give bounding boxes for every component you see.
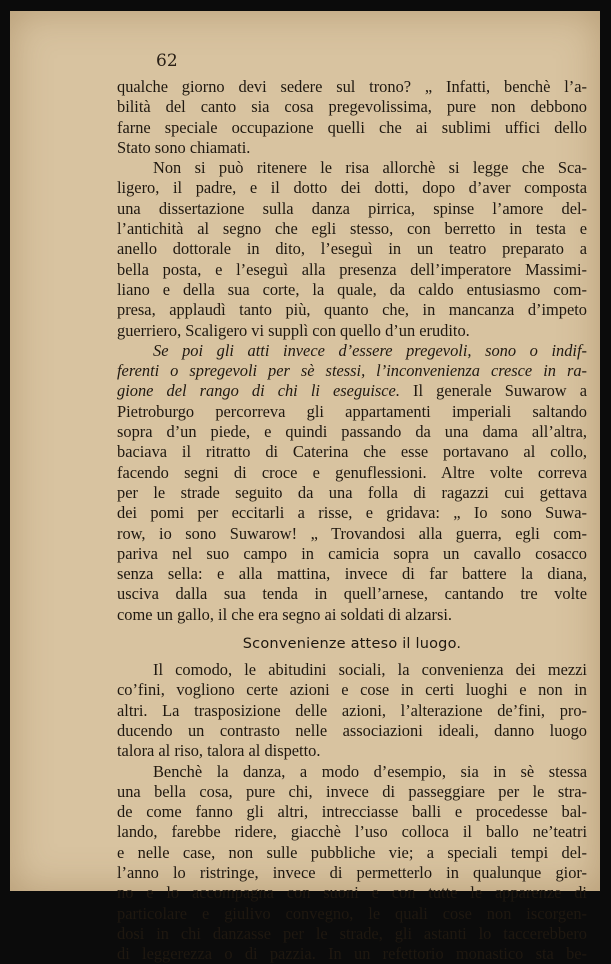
text-line: liano e della sua corte, la quale, da caldo entusiasmo com- xyxy=(117,279,587,299)
text-line: talora al riso, talora al dispetto. xyxy=(117,741,321,761)
text-line: e nelle case, non sulle pubbliche vie; a speciali tempi del- xyxy=(117,842,587,862)
section-heading: Sconvenienze atteso il luogo. xyxy=(242,636,462,653)
text-line: Benchè la danza, a modo d’esempio, sia in sè stessa xyxy=(153,761,587,781)
text-line: una bella cosa, pure chi, invece di passeggiare per le stra- xyxy=(117,781,587,801)
text-line: de come fanno gli altri, intrecciasse balli e procedesse bal- xyxy=(117,802,587,822)
text-line: presa, applaudì tanto più, quanto che, in mancanza d’impeto xyxy=(117,300,587,320)
text-line: guerriero, Scaligero vi supplì con quello d’un erudito. xyxy=(117,320,470,340)
text-line: per le strade seguito da una folla di ragazzi cui gettava xyxy=(117,482,587,502)
text-line: senza sella: e alla mattina, invece di far battere la diana, xyxy=(117,564,587,584)
text-line: una dissertazione sulla danza pirrica, spinse l’amore del- xyxy=(117,198,587,218)
text-line: particolare e giulivo convegno, le quali cose non iscorgen- xyxy=(117,903,587,923)
body-text xyxy=(117,77,587,964)
text-line: pariva nel suo campo in camicia sopra un cavallo cosacco xyxy=(117,543,587,563)
text-line: come un gallo, il che era segno ai soldati di alzarsi. xyxy=(117,604,452,624)
text-line: l’anno lo ristringe, invece di permetterlo in qualunque gior- xyxy=(117,862,587,882)
text-line: Non si può ritenere le risa allorchè si legge che Sca- xyxy=(153,158,587,178)
text-line: facendo segni di croce e genuflessioni. Altre volte correva xyxy=(117,462,587,482)
text-line: sopra d’un piede, e quindi passando da una dama all’altra, xyxy=(117,422,587,442)
paragraphs-before-heading xyxy=(117,77,587,625)
text-line: di leggerezza o di pazzia. In un refettorio monastico sta be- xyxy=(117,944,587,964)
text-line: dei pomi per eccitarli a risse, e gridava: „ Io sono Suwa- xyxy=(117,503,587,523)
text-line: altri. La trasposizione delle azioni, l’alterazione de’fini, pro- xyxy=(117,700,587,720)
text-line: ligero, il padre, e il dotto dei dotti, dopo d’aver composta xyxy=(117,178,587,198)
text-line: gione del rango di chi li eseguisce. Il generale Suwarow a xyxy=(117,381,588,401)
text-line: bella posta, e l’eseguì alla presenza dell’imperatore Massimi- xyxy=(117,259,587,279)
text-line: qualche giorno devi sedere sul trono? „ Infatti, benchè l’a- xyxy=(117,77,587,96)
text-line: farne speciale occupazione quelli che ai sublimi uffici dello xyxy=(117,117,587,137)
text-line: usciva dalla sua tenda in quell’arnese, cantando tre volte xyxy=(117,584,587,604)
text-line: ducendo un contrasto nelle associazioni ideali, danno luogo xyxy=(117,720,587,740)
text-line: l’antichità al segno che egli stesso, con berretto in testa e xyxy=(117,219,587,239)
text-line: bilità del canto sia cosa pregevolissima, pure non debbono xyxy=(117,97,587,117)
text-line: baciava il ritratto di Caterina che esse portavano al collo, xyxy=(117,442,587,462)
text-line: Stato sono chiamati. xyxy=(117,137,251,157)
page-number: 62 xyxy=(156,51,178,71)
text-line: row, io sono Suwarow! „ Trovandosi alla guerra, egli com- xyxy=(117,523,587,543)
text-line: co’fini, vogliono certe azioni e cose in certi luoghi e non in xyxy=(117,680,587,700)
text-line: dosi in chi danzasse per le strade, gli astanti lo taccerebbero xyxy=(117,923,587,943)
text-line: ferenti o spregevoli per sè stessi, l’inconvenienza cresce in ra- xyxy=(117,361,587,381)
text-line: Pietroburgo percorreva gli appartamenti imperiali saltando xyxy=(117,401,587,421)
book-page xyxy=(10,11,600,964)
text-line: lando, farebbe ridere, giacchè l’uso colloca il ballo ne’teatri xyxy=(117,822,587,842)
text-line: anello dottorale in dito, l’eseguì in un teatro preparato a xyxy=(117,239,587,259)
text-line: Se poi gli atti invece d’essere pregevoli, sono o indif- xyxy=(153,340,587,360)
paragraphs-after-heading xyxy=(117,660,587,964)
text-line: Il comodo, le abitudini sociali, la convenienza dei mezzi xyxy=(153,660,587,680)
text-line: no e lo accompagna con suoni e con tutte le apparenze di xyxy=(117,883,587,903)
